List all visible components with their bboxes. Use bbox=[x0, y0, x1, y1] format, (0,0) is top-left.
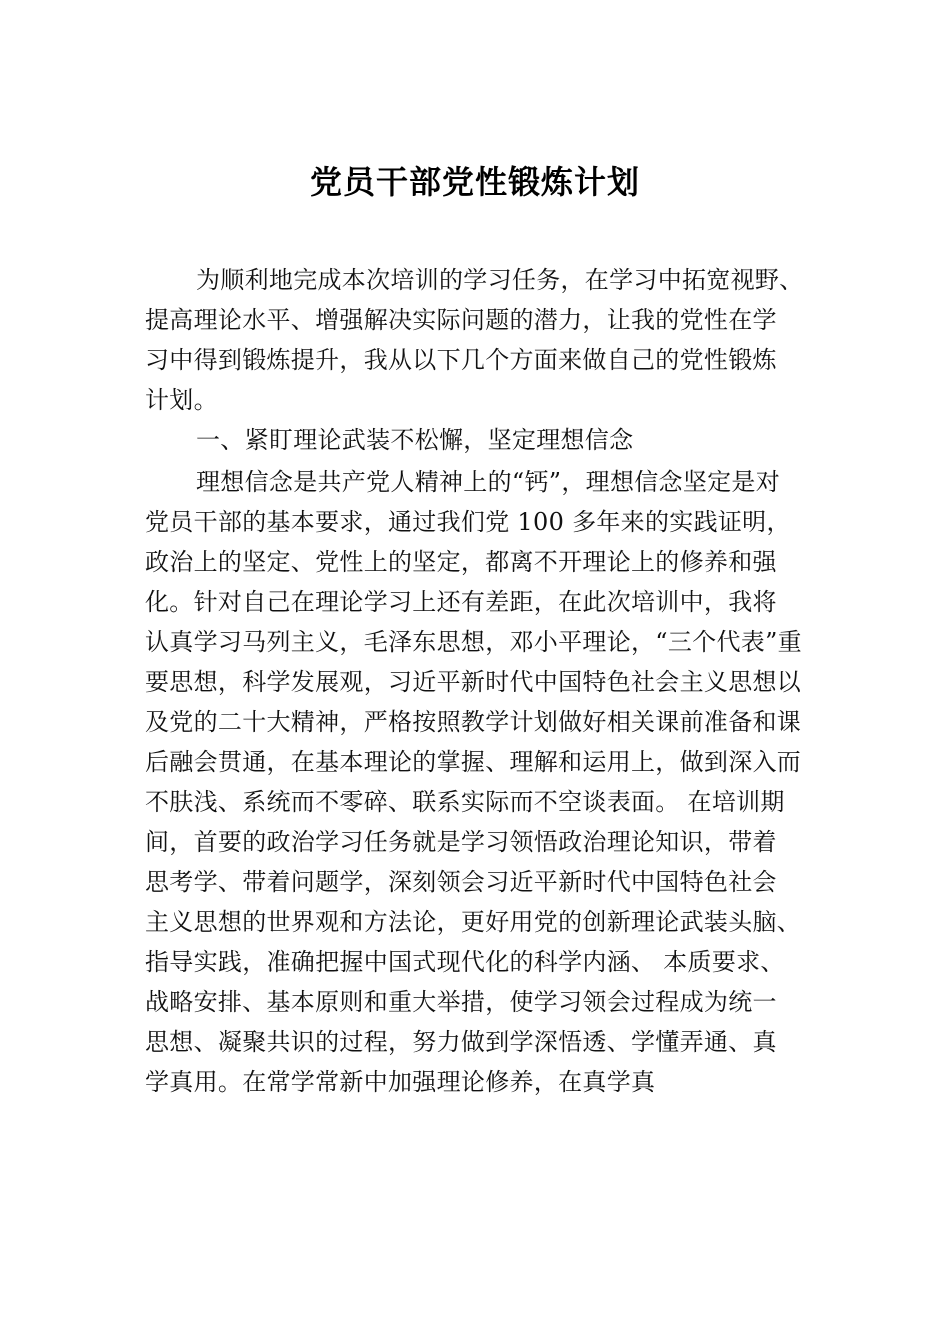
section-heading: 一、紧盯理论武装不松懈，坚定理想信念 bbox=[196, 426, 634, 454]
text-line: 党员干部的基本要求，通过我们党 100 多年来的实践证明， bbox=[145, 508, 791, 536]
text-line: 化。针对自己在理论学习上还有差距，在此次培训中，我将 bbox=[145, 588, 777, 616]
text-line: 提高理论水平、增强解决实际问题的潜力，让我的党性在学 bbox=[145, 306, 777, 334]
document-title: 党员干部党性锻炼计划 bbox=[309, 163, 640, 201]
text-line: 思考学、带着问题学，深刻领会习近平新时代中国特色社会 bbox=[145, 868, 777, 896]
text-line: 战略安排、基本原则和重大举措，使学习领会过程成为统一 bbox=[145, 988, 777, 1016]
text-line: 间，首要的政治学习任务就是学习领悟政治理论知识，带着 bbox=[145, 828, 777, 856]
text-line: 主义思想的世界观和方法论，更好用党的创新理论武装头脑、 bbox=[145, 908, 802, 936]
text-line: 习中得到锻炼提升，我从以下几个方面来做自己的党性锻炼 bbox=[145, 346, 777, 374]
text-line: 学真用。在常学常新中加强理论修养，在真学真 bbox=[145, 1068, 656, 1096]
text-line: 后融会贯通，在基本理论的掌握、理解和运用上，做到深入而 bbox=[145, 748, 802, 776]
text-line: 指导实践，准确把握中国式现代化的科学内涵、 本质要求、 bbox=[145, 948, 785, 976]
text-line: 政治上的坚定、党性上的坚定，都离不开理论上的修养和强 bbox=[145, 548, 777, 576]
text-line: 认真学习马列主义，毛泽东思想，邓小平理论，“三个代表”重 bbox=[145, 628, 802, 656]
text-line: 为顺利地完成本次培训的学习任务，在学习中拓宽视野、 bbox=[196, 266, 804, 294]
text-line: 理想信念是共产党人精神上的“钙”，理想信念坚定是对 bbox=[196, 468, 781, 496]
text-line: 思想、凝聚共识的过程，努力做到学深悟透、学懂弄通、真 bbox=[145, 1028, 777, 1056]
text-line: 不肤浅、系统而不零碎、联系实际而不空谈表面。 在培训期 bbox=[145, 788, 785, 816]
text-line: 计划。 bbox=[145, 386, 218, 414]
text-line: 及党的二十大精神，严格按照教学计划做好相关课前准备和课 bbox=[145, 708, 802, 736]
text-line: 要思想，科学发展观，习近平新时代中国特色社会主义思想以 bbox=[145, 668, 802, 696]
